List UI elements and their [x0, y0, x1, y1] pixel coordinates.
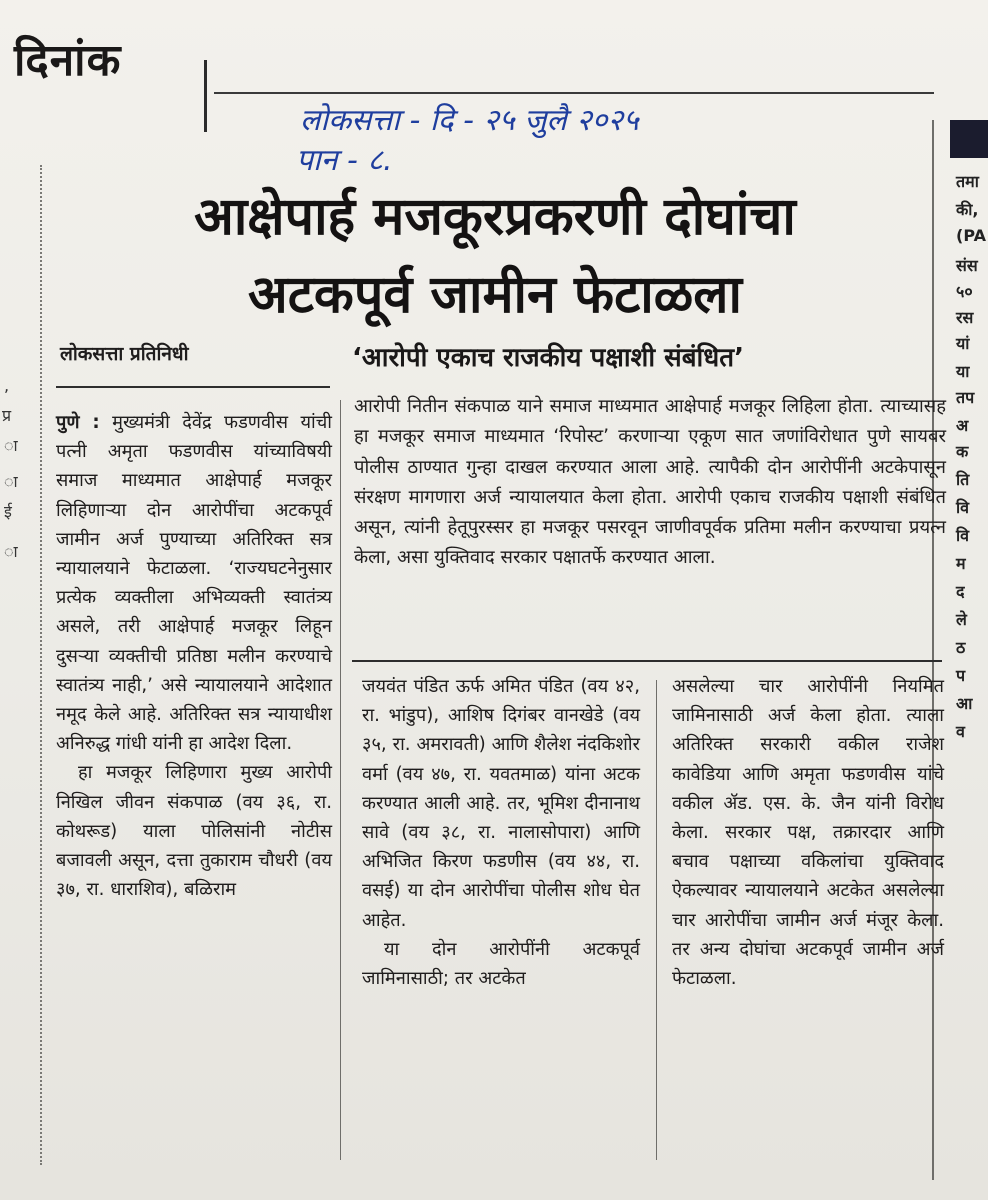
adjacent-text-fragment: द: [956, 582, 965, 601]
highlight-box-text: [354, 392, 946, 574]
adjacent-text-fragment: ा: [4, 542, 18, 561]
article-paragraph: हा मजकूर लिहिणारा मुख्य आरोपी निखिल जीवन संकपाळ (वय ३६, रा. कोथरूड) याला पोलिसांनी नोटीस बजावली असून, दत्ता तुकाराम चौधरी (वय ३७, रा. धाराशिव), बळिराम: [56, 762, 332, 901]
handwritten-source-date: लोकसत्ता - दि - २५ जुलै २०२५: [300, 103, 639, 138]
dateline: पुणे :: [56, 412, 100, 433]
lead-paragraph-text: मुख्यमंत्री देवेंद्र फडणवीस यांची पत्नी अमृता फडणवीस यांच्याविषयी समाज माध्यमात आक्षेपार्ह मजकूर लिहिणाऱ्या दोन आरोपींचा अटकपूर्व जामीन अर्ज पुण्याच्या अतिरिक्त सत्र न्यायालयाने फेटाळला. ‘राज्यघटनेनुसार प्रत्येक व्यक्तीला अभिव्यक्ती स्वातंत्र्य असले, तरी आक्षेपार्ह मजकूर लिहून दुसऱ्या व्यक्तीची प्रतिष्ठा मलीन करण्याचे स्वातंत्र्य नाही,’ असे न्यायालयाने आदेशात नमूद केले आहे. अतिरिक्त सत्र न्यायाधीश अनिरुद्ध गांधी यांनी हा आदेश दिला.: [56, 412, 332, 755]
label-divider: [204, 60, 207, 132]
headline: [80, 178, 910, 334]
adjacent-text-fragment: ई: [4, 502, 12, 521]
article-paragraph: या दोन आरोपींनी अटकपूर्व जामिनासाठी; तर अटकेत: [362, 938, 640, 990]
column-rule-right: [932, 120, 934, 1180]
adjacent-text-fragment: ति: [956, 470, 970, 489]
box-subheading: ‘आरोपी एकाच राजकीय पक्षाशी संबंधित’: [352, 343, 744, 373]
adjacent-text-fragment: रस: [956, 308, 974, 327]
date-entry-line: [214, 92, 934, 94]
adjacent-text-fragment: आ: [956, 694, 973, 713]
adjacent-text-fragment: ठ: [956, 638, 966, 657]
article-column-right: [672, 672, 944, 993]
byline-rule: [56, 386, 330, 388]
adjacent-article-right: [950, 120, 988, 1180]
adjacent-text-fragment: क: [956, 442, 969, 461]
column-rule-middle: [656, 680, 657, 1160]
adjacent-text-fragment: संस: [956, 256, 978, 275]
adjacent-text-fragment: व: [956, 722, 965, 741]
byline: लोकसत्ता प्रतिनिधी: [60, 343, 189, 365]
lead-paragraph: [56, 408, 332, 758]
adjacent-text-fragment: (PA: [956, 226, 986, 245]
article-column-left: [56, 408, 332, 904]
adjacent-text-fragment: तमा: [956, 172, 979, 191]
adjacent-text-fragment: ा: [4, 472, 18, 491]
adjacent-text-fragment: ५०: [956, 282, 973, 301]
article-paragraph: असलेल्या चार आरोपींनी नियमित जामिनासाठी अर्ज केला होता. त्याला अतिरिक्त सरकारी वकील राजेश कावेडिया आणि अमृता फडणवीस यांचे वकील ॲड. एस. के. जैन यांनी विरोध केला. सरकार पक्ष, तक्रारदार आणि बचाव पक्षाच्या वकिलांचा युक्तिवाद ऐकल्यावर न्यायालयाने अटकेत असलेल्या चार आरोपींचा जामीन अर्ज मंजूर केला. तर अन्य दोघांचा अटकपूर्व जामीन अर्ज फेटाळला.: [672, 676, 944, 990]
adjacent-text-fragment: म: [956, 554, 966, 573]
adjacent-text-fragment: ,: [4, 376, 10, 395]
adjacent-text-fragment: यां: [956, 334, 970, 353]
adjacent-text-fragment: की,: [956, 200, 979, 219]
adjacent-text-fragment: अ: [956, 416, 969, 435]
headline-line-2: अटकपूर्व जामीन फेटाळला: [247, 265, 742, 325]
column-rule-left: [340, 400, 341, 1160]
adjacent-text-fragment: वि: [956, 498, 970, 517]
handwritten-page-number: पान - ८.: [296, 143, 393, 178]
adjacent-text-fragment: प: [956, 666, 966, 685]
left-column-divider: [40, 165, 42, 1165]
date-label: दिनांक: [14, 35, 122, 86]
article-paragraph: जयवंत पंडित ऊर्फ अमित पंडित (वय ४२, रा. भांडुप), आशिष दिगंबर वानखेडे (वय ३५, रा. अमरावती) आणि शैलेश नंदकिशोर वर्मा (वय ४७, रा. यवतमाळ) यांना अटक करण्यात आली आहे. तर, भूमिश दीनानाथ सावे (वय ३८, रा. नालासोपारा) आणि अभिजित किरण फडणीस (वय ४४, रा. वसई) या दोन आरोपींचा पोलीस शोध घेत आहेत.: [362, 676, 640, 931]
adjacent-text-fragment: या: [956, 362, 970, 381]
box-bottom-rule: [352, 660, 942, 662]
adjacent-header-block: [950, 120, 988, 158]
adjacent-text-fragment: ा: [4, 436, 18, 455]
adjacent-text-fragment: वि: [956, 526, 970, 545]
headline-line-1: आक्षेपार्ह मजकूरप्रकरणी दोघांचा: [194, 187, 796, 247]
adjacent-text-fragment: तप: [956, 388, 975, 407]
adjacent-text-fragment: प्र: [2, 406, 12, 425]
adjacent-text-fragment: ले: [956, 610, 967, 629]
article-column-middle: [362, 672, 640, 993]
box-paragraph: आरोपी नितीन संकपाळ याने समाज माध्यमात आक्षेपार्ह मजकूर लिहिला होता. त्याच्यासह हा मजकूर समाज माध्यमात ‘रिपोस्ट’ करणाऱ्या एकूण सात जणांविरोधात पुणे सायबर पोलीस ठाण्यात गुन्हा दाखल करण्यात आला आहे. त्यापैकी दोन आरोपींनी अटकेपासून संरक्षण मागणारा अर्ज न्यायालयात केला होता. आरोपी एकाच राजकीय पक्षाशी संबंधित असून, त्यांनी हेतूपुरस्सर हा मजकूर पसरवून जाणीवपूर्वक प्रतिमा मलीन करण्याचा प्रयत्न केला, असा युक्तिवाद सरकार पक्षातर्फे करण्यात आला.: [354, 396, 946, 569]
